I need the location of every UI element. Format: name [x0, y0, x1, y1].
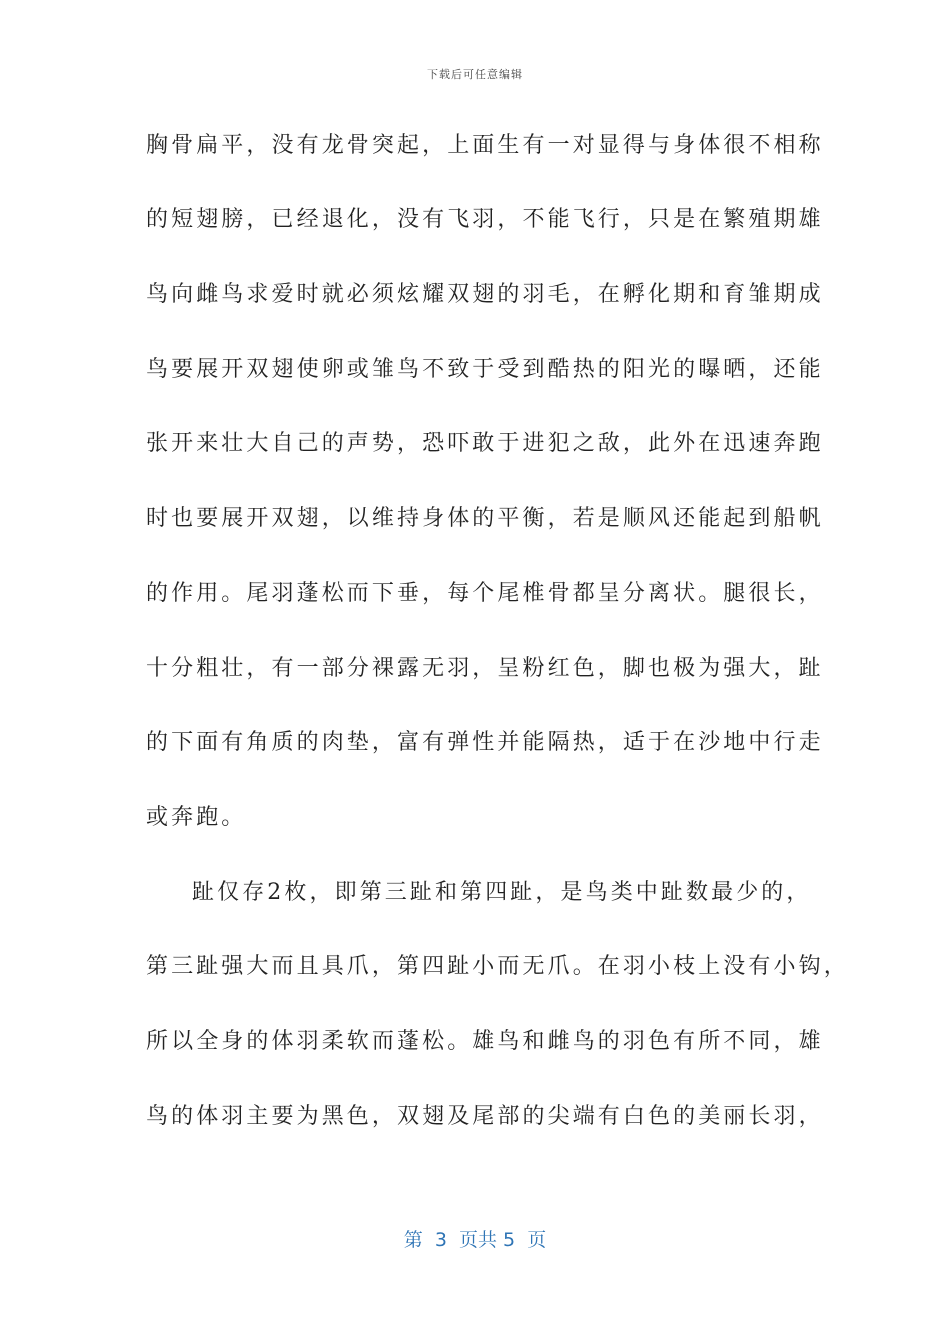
text-line: 的作用。尾羽蓬松而下垂，每个尾椎骨都呈分离状。腿很长， [146, 581, 824, 606]
text-line: 胸骨扁平，没有龙骨突起，上面生有一对显得与身体很不相称 [146, 133, 824, 158]
text-line: 的下面有角质的肉垫，富有弹性并能隔热，适于在沙地中行走 [146, 730, 824, 755]
text-line: 鸟向雌鸟求爱时就必须炫耀双翅的羽毛，在孵化期和育雏期成 [146, 282, 824, 307]
text-line: 的短翅膀，已经退化，没有飞羽，不能飞行，只是在繁殖期雄 [146, 207, 824, 232]
text-line: 鸟要展开双翅使卵或雏鸟不致于受到酷热的阳光的曝晒，还能 [146, 357, 824, 382]
text-line: 十分粗壮，有一部分裸露无羽，呈粉红色，脚也极为强大，趾 [146, 656, 824, 681]
text-line: 趾仅存2枚，即第三趾和第四趾，是鸟类中趾数最少的， [192, 880, 812, 905]
text-line: 第三趾强大而且具爪，第四趾小而无爪。在羽小枝上没有小钩， [146, 954, 849, 979]
page-number-footer: 第 3 页共 5 页 [403, 1229, 547, 1251]
text-line: 所以全身的体羽柔软而蓬松。雄鸟和雌鸟的羽色有所不同，雄 [146, 1029, 824, 1054]
text-line: 或奔跑。 [146, 805, 247, 830]
text-line: 时也要展开双翅，以维持身体的平衡，若是顺风还能起到船帆 [146, 506, 824, 531]
text-line: 鸟的体羽主要为黑色，双翅及尾部的尖端有白色的美丽长羽， [146, 1104, 824, 1129]
page-header: 下载后可任意编辑 [427, 68, 523, 81]
text-line: 张开来壮大自己的声势，恐吓敢于进犯之敌，此外在迅速奔跑 [146, 431, 824, 456]
